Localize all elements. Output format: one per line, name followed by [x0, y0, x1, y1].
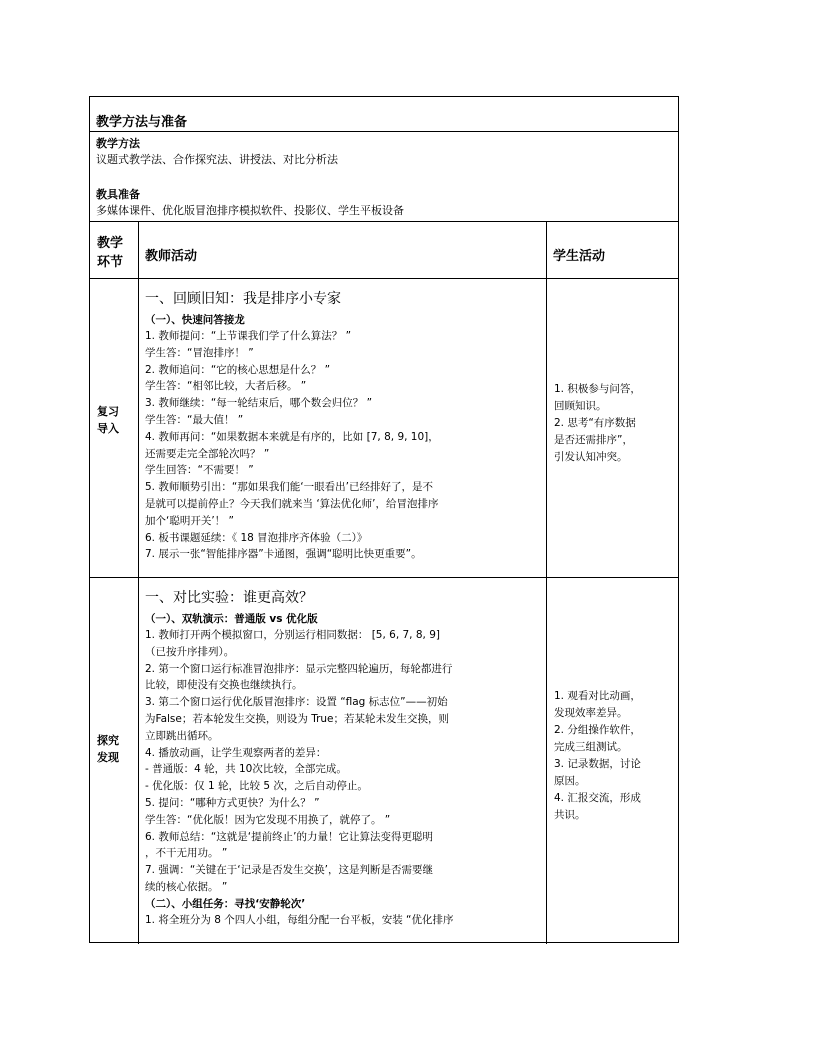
review-line: 学生答：“最大值！ ”: [145, 413, 244, 426]
review-line: 2. 教师追问：“它的核心思想是什么？ ”: [145, 363, 331, 376]
explore-line: 立即跳出循环。: [145, 729, 219, 742]
explore-student-line: 2. 分组操作软件，: [554, 724, 641, 736]
explore-stage-line2: 发现: [97, 751, 119, 764]
table-header-row: [90, 222, 678, 279]
explore-line: 比较，即使没有交换也继续执行。: [145, 679, 303, 692]
header-stage-line1: 教学: [97, 236, 124, 251]
explore-section-title: 一、对比实验：谁更高效？: [145, 590, 313, 606]
explore-line: 1. 将全班分为 8 个四人小组，每组分配一台平板，安装 “优化排序: [145, 913, 454, 926]
review-student-cell: [547, 279, 678, 577]
explore-student-line: 共识。: [554, 809, 586, 821]
explore-stage-line1: 探究: [97, 734, 119, 747]
explore-student-line: 1. 观看对比动画，: [554, 690, 641, 702]
lesson-plan-table: [89, 96, 679, 943]
review-student-line: 引发认知冲突。: [554, 451, 628, 463]
review-line: 6. 板书课题延续：《 18 冒泡排序齐体验（二）》: [145, 531, 368, 544]
review-section-title: 一、回顾旧知：我是排序小专家: [145, 291, 341, 307]
review-line: 学生答：“相邻比较，大者后移。 ”: [145, 380, 307, 393]
explore-line: - 普通版：4 轮，共 10次比较，全部完成。: [145, 763, 347, 776]
section-title: 教学方法与准备: [96, 115, 188, 130]
methods-text: 议题式教学法、合作探究法、讲授法、对比分析法: [96, 153, 338, 166]
explore-student-line: 4. 汇报交流，形成: [554, 792, 641, 804]
review-line: 3. 教师继续：“每一轮结束后，哪个数会归位？ ”: [145, 397, 373, 410]
tools-text: 多媒体课件、优化版冒泡排序模拟软件、投影仪、学生平板设备: [96, 204, 404, 217]
explore-stage-cell: [90, 578, 139, 944]
review-line: 是就可以提前停止？今天我们就来当 ‘算法优化师’，给冒泡排序: [145, 497, 439, 510]
title-row: [90, 97, 678, 132]
tools-heading: 教具准备: [96, 188, 140, 201]
explore-line: 6. 教师总结：“这就是‘提前终止’的力量！它让算法变得更聪明: [145, 830, 433, 843]
review-student-line: 2. 思考“有序数据: [554, 417, 636, 429]
explore-student-line: 完成三组测试。: [554, 741, 628, 753]
explore-line: 续的核心依据。 ”: [145, 880, 228, 893]
explore-teacher-cell: [139, 578, 547, 944]
header-stage-cell: [90, 222, 139, 278]
review-line: 5. 教师顺势引出：“那如果我们能‘一眼看出’已经排好了，是不: [145, 481, 433, 494]
header-student-cell: [547, 222, 678, 278]
review-line: 1. 教师提问：“上节课我们学了什么算法？ ”: [145, 330, 352, 342]
explore-row: [90, 578, 678, 944]
review-student-line: 1. 积极参与问答，: [554, 383, 641, 395]
explore-line: 5. 提问：“哪种方式更快？为什么？ ”: [145, 796, 320, 809]
review-line: 加个‘聪明开关’！ ”: [145, 514, 234, 527]
explore-line: 为False；若本轮发生交换，则设为 True；若某轮未发生交换，则: [145, 712, 449, 725]
explore-line: 4. 播放动画，让学生观察两者的差异：: [145, 746, 327, 759]
header-student-label: 学生活动: [553, 249, 606, 264]
explore-line: ，不干无用功。 ”: [145, 847, 228, 860]
explore-student-line: 3. 记录数据，讨论: [554, 758, 641, 770]
review-subsection: （一）、快速问答接龙: [145, 314, 245, 326]
header-stage-line2: 环节: [97, 255, 124, 270]
review-line: 4. 教师再问：“如果数据本来就是有序的，比如 [7, 8, 9, 10]，: [145, 430, 439, 443]
review-stage-line2: 导入: [97, 422, 119, 435]
methods-heading: 教学方法: [96, 137, 140, 150]
review-student-line: 回顾知识。: [554, 400, 607, 412]
header-teacher-cell: [139, 222, 547, 278]
review-student-line: 是否还需排序”，: [554, 434, 633, 446]
review-line: 还需要走完全部轮次吗？ ”: [145, 447, 270, 460]
methods-row: [90, 132, 678, 222]
review-stage-cell: [90, 279, 139, 577]
explore-subsection-2: （二）、小组任务：寻找‘安静轮次’: [145, 897, 306, 910]
header-teacher-label: 教师活动: [145, 249, 198, 264]
review-stage-line1: 复习: [97, 405, 119, 418]
explore-line: 3. 第二个窗口运行优化版冒泡排序：设置 “flag 标志位”——初始: [145, 696, 448, 709]
explore-student-cell: [547, 578, 678, 944]
explore-line: 1. 教师打开两个模拟窗口，分别运行相同数据： [5, 6, 7, 8, 9]: [145, 629, 440, 641]
explore-subsection: （一）、双轨演示：普通版 vs 优化版: [145, 613, 318, 625]
explore-line: - 优化版：仅 1 轮，比较 5 次，之后自动停止。: [145, 780, 368, 793]
review-teacher-cell: [139, 279, 547, 577]
explore-line: 学生答：“优化版！因为它发现不用换了，就停了。 ”: [145, 813, 391, 826]
explore-student-line: 发现效率差异。: [554, 707, 628, 719]
review-row: [90, 279, 678, 578]
explore-line: （已按升序排列）。: [145, 645, 235, 658]
review-line: 学生答：“冒泡排序！ ”: [145, 346, 254, 359]
explore-student-line: 原因。: [554, 775, 586, 787]
explore-line: 2. 第一个窗口运行标准冒泡排序：显示完整四轮遍历，每轮都进行: [145, 662, 453, 675]
review-line: 学生回答：“不需要！ ”: [145, 464, 254, 477]
review-line: 7. 展示一张“智能排序器”卡通图，强调“聪明比快更重要”。: [145, 548, 422, 561]
explore-line: 7. 强调：“关键在于‘记录是否发生交换’，这是判断是否需要继: [145, 864, 433, 877]
